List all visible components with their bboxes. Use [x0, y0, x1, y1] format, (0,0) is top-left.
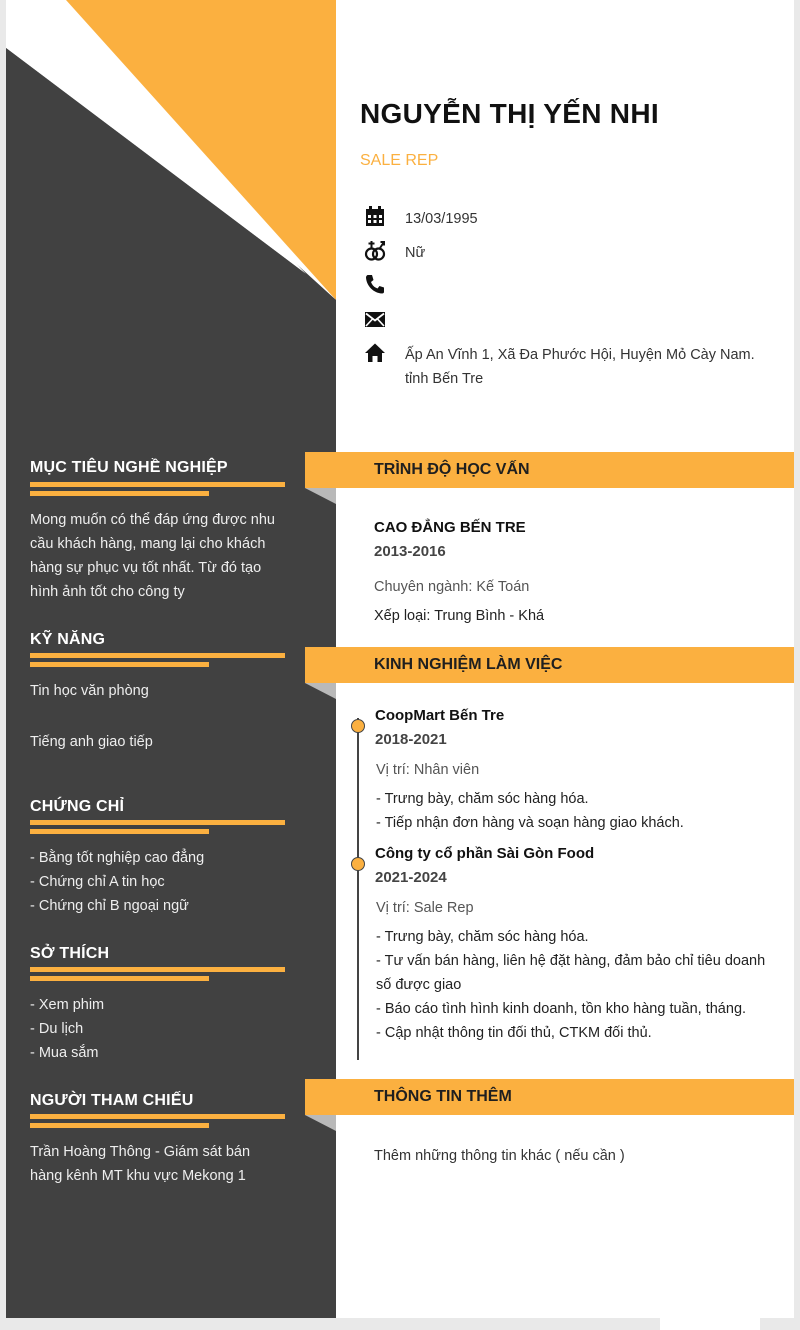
school-name: CAO ĐẲNG BẾN TRE	[374, 519, 526, 536]
school-years: 2013-2016	[374, 543, 446, 560]
job-company: CoopMart Bến Tre	[375, 707, 505, 724]
education-major: Chuyên ngành: Kế Toán	[374, 579, 530, 595]
timeline-dot	[351, 857, 365, 871]
gender: Nữ	[405, 245, 426, 261]
hobbies-bar-short	[30, 976, 209, 981]
hobbies-list	[30, 993, 292, 1065]
objective-bar	[30, 482, 285, 487]
certificate-item: - Bằng tốt nghiệp cao đẳng	[30, 850, 205, 866]
objective-title: MỤC TIÊU NGHỀ NGHIỆP	[30, 459, 228, 476]
address-line: tỉnh Bến Tre	[405, 371, 484, 387]
references-title: NGƯỜI THAM CHIẾU	[30, 1092, 194, 1109]
extra-banner	[305, 1079, 794, 1115]
references-text	[30, 1140, 292, 1188]
resume-page	[6, 0, 794, 1318]
banner-fold	[305, 1115, 336, 1131]
education-grade: Xếp loại: Trung Bình - Khá	[374, 608, 545, 624]
job-duty: - Báo cáo tình hình kinh doanh, tồn kho hàng tuần, tháng.	[376, 1001, 747, 1017]
job-duties	[376, 925, 765, 1045]
page-corner	[660, 1310, 760, 1330]
job-duty: - Tư vấn bán hàng, liên hệ đặt hàng, đảm bảo chỉ tiêu doanh	[376, 953, 766, 969]
reference-line: hàng kênh MT khu vực Mekong 1	[30, 1168, 246, 1184]
objective-bar-short	[30, 491, 209, 496]
certificates-bar	[30, 820, 285, 825]
job-duty: - Cập nhật thông tin đối thủ, CTKM đối thủ.	[376, 1025, 652, 1041]
objective-line: cầu khách hàng, mang lại cho khách	[30, 536, 266, 552]
home-icon	[364, 342, 386, 364]
job-position: Vị trí: Nhân viên	[376, 762, 480, 778]
address-line: Ấp An Vĩnh 1, Xã Đa Phước Hội, Huyện Mỏ Cày Nam.	[405, 347, 755, 363]
job-duty: số được giao	[376, 977, 462, 993]
references-bar-short	[30, 1123, 209, 1128]
hobby-item: - Du lịch	[30, 1021, 84, 1037]
job-duties	[376, 787, 684, 835]
certificate-item: - Chứng chỉ B ngoại ngữ	[30, 898, 189, 914]
job-position: Vị trí: Sale Rep	[376, 900, 474, 916]
job-company: Công ty cổ phần Sài Gòn Food	[375, 845, 595, 862]
objective-line: hàng sự phục vụ tốt nhất. Từ đó tạo	[30, 560, 262, 576]
timeline-line	[357, 718, 359, 1060]
calendar-icon	[364, 206, 386, 228]
phone-icon	[364, 273, 386, 295]
email-icon	[364, 308, 386, 330]
address	[405, 343, 755, 391]
banner-fold	[305, 683, 336, 699]
hobby-item: - Mua sắm	[30, 1045, 99, 1061]
job-duty: - Tiếp nhận đơn hàng và soạn hàng giao khách.	[376, 815, 684, 831]
birth-date: 13/03/1995	[405, 211, 478, 227]
education-title: TRÌNH ĐỘ HỌC VẤN	[374, 461, 530, 478]
objective-text	[30, 508, 292, 604]
job-years: 2021-2024	[375, 869, 447, 886]
skill-item: Tiếng anh giao tiếp	[30, 734, 153, 750]
reference-line: Trần Hoàng Thông - Giám sát bán	[30, 1144, 251, 1160]
objective-line: hình ảnh tốt cho công ty	[30, 584, 185, 600]
header-decoration	[6, 0, 336, 300]
banner-fold	[305, 488, 336, 504]
experience-banner	[305, 647, 794, 683]
extra-title: THÔNG TIN THÊM	[374, 1088, 512, 1105]
job-duty: - Trưng bày, chăm sóc hàng hóa.	[376, 791, 589, 807]
objective-line: Mong muốn có thể đáp ứng được nhu	[30, 512, 275, 528]
certificates-list	[30, 846, 292, 918]
certificates-title: CHỨNG CHỈ	[30, 798, 125, 815]
hobbies-bar	[30, 967, 285, 972]
references-bar	[30, 1114, 285, 1119]
job-duty: - Trưng bày, chăm sóc hàng hóa.	[376, 929, 589, 945]
skill-item: Tin học văn phòng	[30, 683, 149, 699]
timeline-dot	[351, 719, 365, 733]
experience-title: KINH NGHIỆM LÀM VIỆC	[374, 656, 563, 673]
skills-bar	[30, 653, 285, 658]
extra-text: Thêm những thông tin khác ( nếu cần )	[374, 1148, 625, 1164]
hobby-item: - Xem phim	[30, 997, 105, 1013]
candidate-name: NGUYỄN THỊ YẾN NHI	[360, 98, 659, 129]
skills-bar-short	[30, 662, 209, 667]
job-years: 2018-2021	[375, 731, 447, 748]
education-banner	[305, 452, 794, 488]
gender-icon	[364, 240, 386, 262]
certificate-item: - Chứng chỉ A tin học	[30, 874, 165, 890]
hobbies-title: SỞ THÍCH	[30, 945, 110, 962]
candidate-role: SALE REP	[360, 152, 439, 169]
certificates-bar-short	[30, 829, 209, 834]
skills-title: KỸ NĂNG	[30, 631, 106, 648]
